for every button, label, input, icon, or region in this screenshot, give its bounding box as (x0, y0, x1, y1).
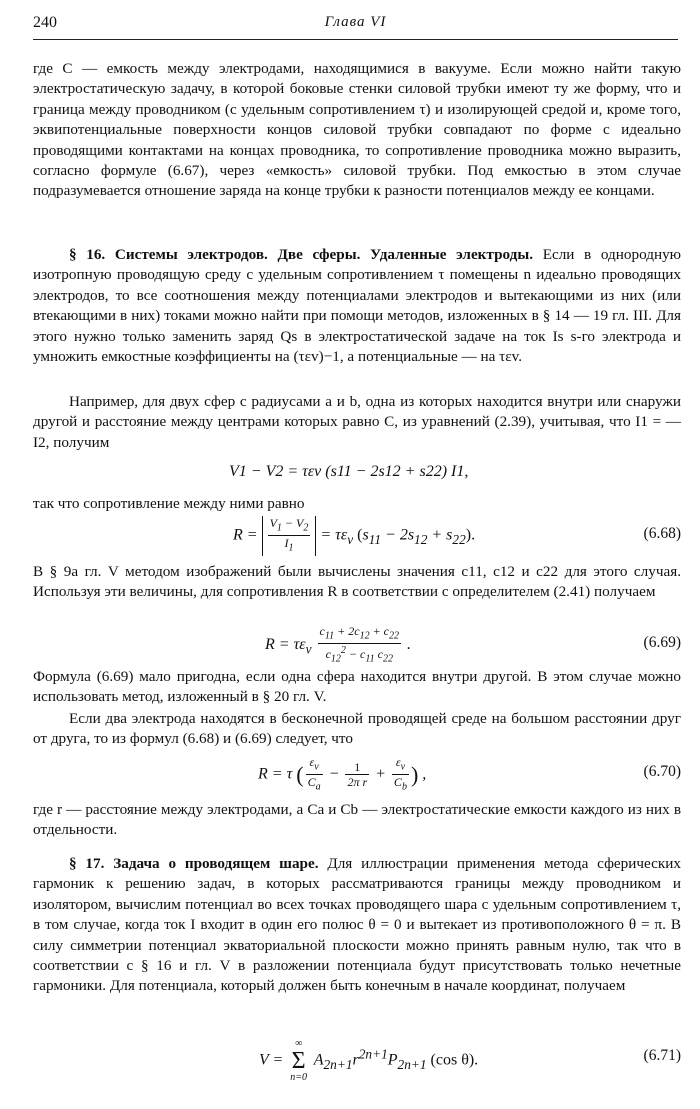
section-16-text: Если в однородную изотропную проводящую среду с удельным сопротивлением τ помещены n идеально проводящих электродов, то все соотношения между потенциалами электродов и вытекающими из них (или втекающими в них) токами можно найти при помощи методов, изложенных в § 14 — 19 гл. III. Для этого нужно только заменить заряд Qs в электростатической задаче на ток Is s-го электрода и умножить емкостные коэффициенты на (τεv)−1, а потенциальные — на τεv. (33, 246, 682, 366)
equation-6-69 (33, 623, 681, 663)
equation-6-70-number: (6.70) (643, 763, 681, 780)
equation-6-69-formula: $R = \tau\varepsilon_v$ $\frac{c_{11} + 2c_{12} + c_{22}}{c_{12}^2 - c_{11} c_{22}}$ . (265, 624, 411, 665)
section-17-paragraph (33, 854, 681, 997)
section-16-heading: § 16. Системы электродов. Две сферы. Удаленные электроды. (69, 246, 534, 263)
chapter-title: Глава VI (324, 14, 387, 30)
equation-6-68-number: (6.68) (643, 525, 681, 542)
equation-6-71-number: (6.71) (643, 1047, 681, 1064)
paragraph-resistance-intro: так что сопротивление между ними равно (33, 495, 305, 512)
paragraph-distance-definition: где r — расстояние между электродами, а Ca и Cb — электростатические емкости каждого из них в отдельности. (33, 801, 681, 839)
equation-6-69-number: (6.69) (643, 634, 681, 651)
equation-6-70-formula: R = τ ( $\frac{\varepsilon_v}{C_a}$ − $\frac{1}{\text{2π r}}$ + $\frac{\varepsilon_v}{C_b}$ ) , (258, 755, 427, 793)
paragraph-formula-limits: Формула (6.69) мало пригодна, если одна сфера находится внутри другой. В этом случае можно использовать метод, изложенный в § 20 гл. V. (33, 668, 681, 706)
page-number: 240 (33, 14, 57, 31)
equation-potential-difference (33, 456, 681, 492)
equation-potential-difference-formula: V1 − V2 = τεv (s11 − 2s12 + s22) I1, (229, 463, 469, 480)
equation-6-70 (33, 750, 681, 794)
equation-6-68 (33, 514, 681, 554)
equation-6-68-formula: R = $\frac{V_1 - V_2}{I_1}$ = $\tau\varepsilon_v$ $(s_{11} - 2s_{12} + s_{22})$. (233, 516, 476, 554)
paragraph-distant-electrodes: Если два электрода находятся в бесконечной проводящей среде на большом расстоянии друг от друга, то из формул (6.68) и (6.69) следует, что (33, 710, 681, 748)
section-16-paragraph (33, 245, 681, 367)
paragraph-image-method: В § 9а гл. V методом изображений были вычислены значения c11, c12 и c22 для этого случая. Используя эти величины, для сопротивления R в соответствии с определителем (2.41) получаем (33, 563, 681, 601)
header-rule (33, 39, 678, 40)
equation-6-71-formula: V = ∞ Σ n=0 $A_{2n+1}r^{2n+1}P_{2n+1}$ (cos θ). (259, 1038, 479, 1083)
paragraph-capacitance: где C — емкость между электродами, находящимися в вакууме. Если можно найти такую электростатическую задачу, в которой боковые стенки силовой трубки имеют ту же форму, что и граница между проводником (с удельным сопротивлением τ) и изолирующей средой и, кроме того, эквипотенциальные поверхности концов силовой трубки совпадают по форме с идеально проводящими контактами на концах проводника, то сопротивление проводника можно выразить, согласно формуле (6.67), через «емкость» силовой трубки. Под емкостью в этом случае подразумевается отношение заряда на конце трубки к разности потенциалов между ее концами. (33, 60, 681, 200)
section-17-text: Для иллюстрации применения метода сферических гармоник к решению задач, в которых рассматриваются границы между проводником и изолятором, вычислим потенциал во всех точках проводящего шара с удельным сопротивлением τ, в том случае, когда ток I входит в один его полюс θ = 0 и вытекает из противоположного θ = π. В силу симметрии потенциал экваториальной плоскости можно принять равным нулю, так что в соответствии с § 16 и гл. V в разложении потенциала будут присутствовать только нечетные гармоники. Для потенциала, который должен быть конечным в начале координат, получаем (33, 855, 681, 995)
section-17-heading: § 17. Задача о проводящем шаре. (69, 855, 319, 872)
paragraph-two-spheres: Например, для двух сфер с радиусами a и b, одна из которых находится внутри или снаружи другой и расстояние между центрами которых равно C, из уравнений (2.39), учитывая, что I1 = — I2, получим (33, 393, 681, 451)
equation-6-71 (33, 1028, 681, 1083)
page-header (33, 8, 678, 32)
